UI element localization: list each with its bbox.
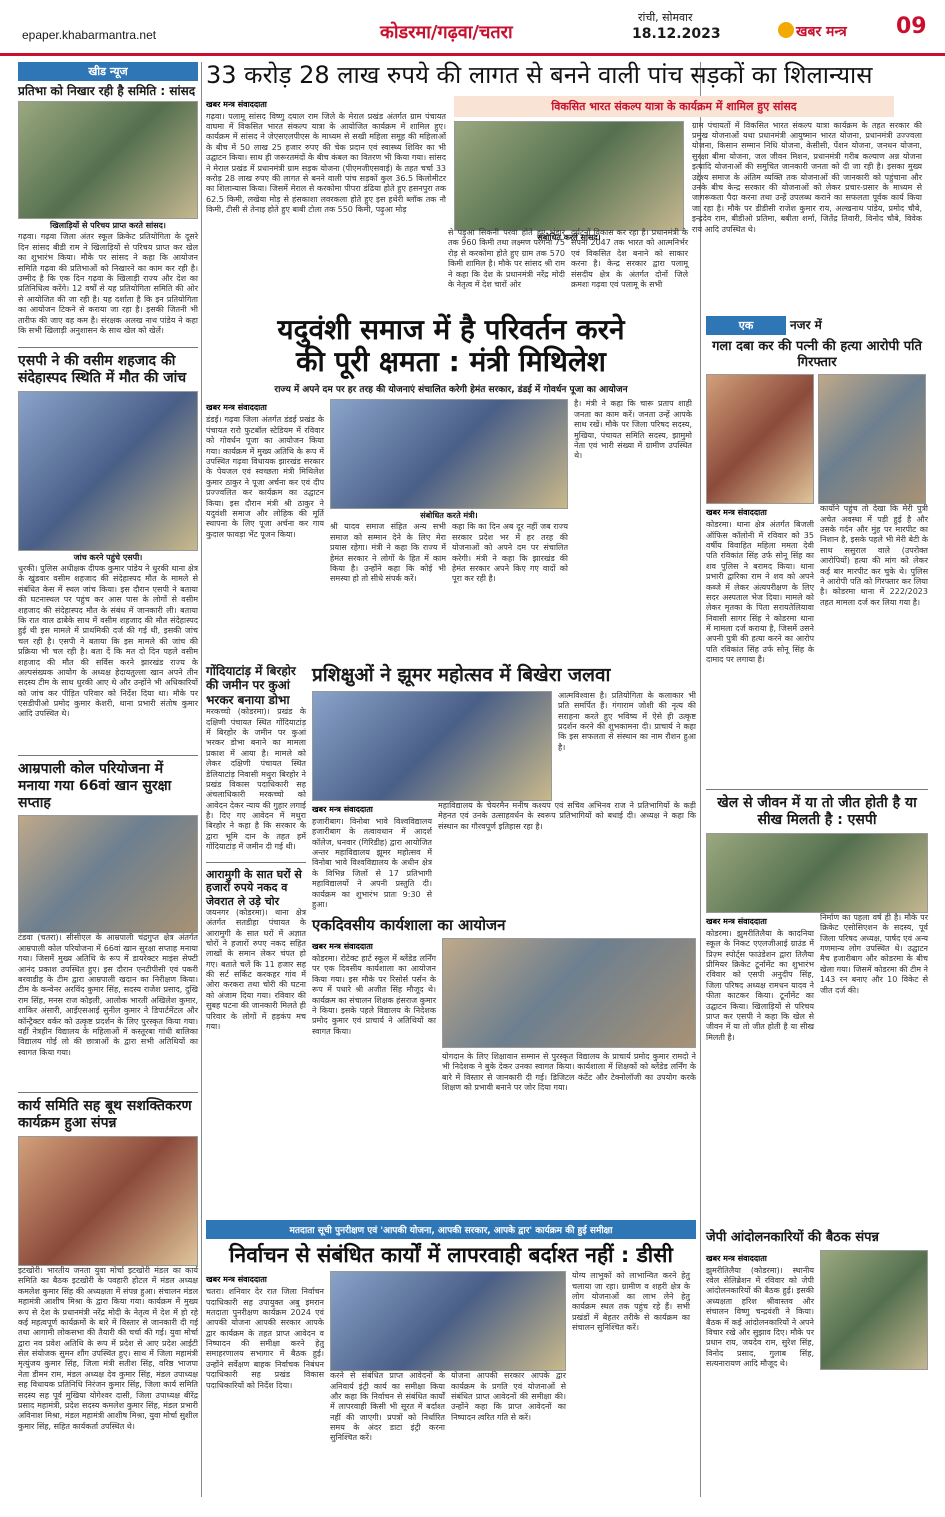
article-body: धुरकी। पुलिस अधीक्षक दीपक कुमार पांडेय ने धुरकी थाना क्षेत्र के खुंडवार वसीम शहजाद की संदेहास्पद मौत के मामले से संबंधित केस में स्थल जांच किया। इस दौरान एसपी ने बताया की घटनास्थल पर पहुंच कर आस पास के लोगों से वसीम शहजाद की संदेहास्पद मौत के संबंध में जानकारी ली। बताया कि रात वाल ढाबेके साथ में वसीम शहजाद की मौत संदेहास्पद हुई थी इस मामले में प्राथमिकी दर्ज की गई थी, इसकी जांच चल रही है। एसपी ने बताया कि इस मामले की जांच की प्रक्रिया भी चल रही है। बता दें कि मत दो दिन पहले वसीम शहजाद की मौत की सर्विस करने झारखंड राज्य के अल्पसंख्यक आयोग के अध्यक्ष हेदायतुल्ला खान अपने तीन सदस्य टीम के साथ धुरकी आए थे और उन्होंने भी अधिकारियों को जांच कर पीड़ित परिवार को निर्देश दिया था। मौके पर एसडीपीओ प्रमोद कुमार केशरी, थाना प्रभारी संतोष कुमार आदि उपस्थित थे। bbox=[18, 563, 198, 719]
divider bbox=[18, 347, 198, 348]
masthead bbox=[0, 0, 945, 56]
article-photo bbox=[18, 1136, 198, 1266]
photo-caption: संबोधित करते सांसद। bbox=[454, 231, 684, 244]
sub-headline: राज्य में अपने दम पर हर तरह की योजनाएं संचालित करेगी हेमंत सरकार, डंडई में गोवर्धन पूजा का आयोजन bbox=[274, 385, 628, 396]
article-body: कायोंने पहुंच तो देखा कि मेरी पुत्री अचेत अवस्था में पड़ी हुई है और उसके गर्दन और मुंह पर मारपीट का निशान है, इसके पहले भी मेरी बेटी के साथ ससुराल वाले (उपरोक्त आरोपियों) हत्या की मांग को लेकर कई बार मारपीट कर चुके थे। पुलिस ने आरोपी पति को गिरफ्तार कर लिया है। कोडरमा थाना में 222/2023 तहत मामला दर्ज कर लिया गया है। bbox=[820, 504, 928, 607]
main-headline-line1[interactable]: यदुवंशी समाज में है परिवर्तन करने bbox=[277, 313, 625, 346]
article-headline[interactable]: एकदिवसीय कार्यशाला का आयोजन bbox=[312, 916, 506, 934]
byline: खबर मन्त्र संवाददाता bbox=[206, 403, 267, 413]
byline: खबर मन्त्र संवाददाता bbox=[706, 1253, 767, 1263]
dateline-place: रांची, सोमवार bbox=[638, 11, 693, 24]
photo-caption: जांच करने पहुंचे एसपी। bbox=[18, 551, 198, 564]
photo-caption: संबोधित करते मंत्री। bbox=[330, 509, 568, 522]
article-body: मरकच्चो (कोडरमा)। प्रखंड के दक्षिणी पंचायत स्थित गोंदियाटांड़ में बिरहोर के जमीन पर कुआं भरकर डोभा बनाने का मामला प्रकाश में आया है। मामले को लेकर दक्षिणी पंचायत स्थित डेलियाटांड़ निवासी मथुरा बिरहोर ने प्रखंड विकास पदाधिकारी सह अंचलाधिकारी मरकच्चो को आवेदन देकर न्याय की गुहार लगाई है। दिए गए आवेदन में मथुरा बिरहोर ने कहा है कि सरकार के द्वारा भूमि दान के तहत हमें गोंदियाटांड़ में जमीन दी गई थी। bbox=[206, 707, 306, 852]
edition-title: कोडरमा/गढ़वा/चतरा bbox=[380, 22, 513, 43]
article-headline[interactable]: प्रशिक्षुओं ने झूमर महोत्सव में बिखेरा जलवा bbox=[312, 664, 611, 686]
article-headline[interactable]: कार्य समिति सह बूथ सशक्तिकरण कार्यक्रम हुआ संपन्न bbox=[18, 1098, 192, 1132]
article-headline[interactable]: आरामुगी के सात घरों से हजारों रुपये नकद व जेवरात ले उड़े चोर bbox=[206, 868, 302, 908]
section-tag: एक bbox=[706, 316, 786, 335]
photo-caption: खिलाड़ियों से परिचय प्राप्त करते सांसद। bbox=[18, 219, 198, 232]
article-body: दुर्घटनों विकास कर रहा है। प्रधानमंत्री के सपना 2047 तक भारत को आत्मनिर्भर एवं विकसित देश बनाने को साकार करना है। केन्द्र सरकार द्वारा पलामू संसदीय क्षेत्र के अंतर्गत दोनों जिले क्रमशः गढ़वा एवं पलामू के सभी bbox=[571, 228, 688, 289]
divider bbox=[18, 755, 198, 756]
divider bbox=[706, 789, 928, 790]
article-headline[interactable]: प्रतिभा को निखार रही है समिति : सांसद bbox=[18, 84, 196, 98]
byline: खबर मन्त्र संवाददाता bbox=[706, 508, 767, 518]
sub-headline: विकसित भारत संकल्प यात्रा के कार्यक्रम में शामिल हुए सांसद bbox=[454, 96, 894, 117]
article-body: कोडरमा। झुमरीतिलैया के कादनिया स्कूल के निकट एएलजीआई ग्राउंड में प्रिज़्म स्पोर्ट्स फाउंडेशन द्वारा तिलैया प्रीमियर क्रिकेट टूर्नामेंट का शुभारंभ रविवार को एसपी अनुदीप सिंह, जिला परिषद अध्यक्ष रामधन यादव ने फीता काटकर किया। टूर्नामेंट का उद्घाटन किया। खिलाड़ियों से परिचय प्राप्त कर एसपी ने कहा कि खेल से जीवन में या तो जीत होती है या सीख मिलती है। bbox=[706, 928, 814, 1042]
top-story-cont bbox=[448, 228, 688, 308]
article-body: इटखोरी। भारतीय जनता युवा मोर्चा इटखोरी मंडल का कार्य समिति का बैठक इटखोरी के पवहारी होटल में मंडल अध्यक्ष कमलेश कुमार सिंह की अध्यक्षता में संपन्न हुआ। संचालन मंडल महामंत्री आशीष मिश्रा के द्वारा किया गया। कार्यक्रम में मुख्य रूप से देश के प्रधानमंत्री नरेंद्र मोदी के नेतृत्व में देश में हो रहे कई महत्वपूर्ण कार्यक्रमों के बारे में विस्तार से जानकारी दी गई तथा आगामी लोकसभा की तैयारी की चर्चा की गई। युवा मोर्चा द्वारा नव प्रवेश अतिथि के रूप में प्रदेश से आए प्रदेश आईटी सेल संयोजक सुमन शौंग उपस्थित हुए। साथ में जिला महामंत्री मृत्युंजय कुमार सिंह, जिला मंत्री सतीश सिंह, वरिष्ठ भाजपा नेता डीमन राम, मंडल अध्यक्ष देव कुमार सिंह, मंडल उपाध्यक्ष सह विधायक प्रतिनिधि निरंजन कुमार सिंह, जिला कार्य समिति सदस्य सह पूर्व मुखिया योगेश्वर दासी, जिला उपाध्यक्ष बीरेंद्र प्रसाद महामंत्री, प्रदेश सदस्य कमलेश कुमार सिंह, मंडल प्रभारी अविनाश मिश्रा, मंडल महामंत्री आशीष मिश्रा, युवा मोर्चा सुशील कुमार सिंह, सहित कार्यकर्ता उपस्थित थे। bbox=[18, 1265, 198, 1431]
article-photo bbox=[706, 374, 814, 504]
workshop-story bbox=[312, 916, 696, 1216]
sub-headline: मतदाता सूची पुनरीक्षण एवं 'आपकी योजना, आपकी सरकार, आपके द्वार' कार्यक्रम की हुई समीक्षा bbox=[206, 1220, 696, 1239]
byline: खबर मन्त्र संवाददाता bbox=[312, 942, 373, 951]
main-headline-line2[interactable]: की पूरी क्षमता : मंत्री मिथिलेश bbox=[296, 345, 606, 379]
brand-name: खबर मन्त्र bbox=[796, 24, 847, 40]
section-tag: खीड न्यूज bbox=[18, 62, 198, 81]
article-body: श्री यादव समाज संहित अन्य सभी समाज को सम्मान देने के लिए मेरा प्रयास रहेगा। मंत्री ने कहा कि राज्य में हेमंत सरकार ने लोगों के हित में काम किया है। उन्होंने कहा कि कोई भी समस्या हो तो सीधे संपर्क करें। bbox=[330, 522, 446, 584]
top-headline[interactable]: 33 करोड़ 28 लाख रुपये की लागत से बनने वाली पांच सड़कों का शिलान्यास bbox=[206, 61, 873, 89]
article-body: योगदान के लिए शिक्षावान सम्मान से पुरस्कृत विद्यालय के प्राचार्य प्रमोद कुमार रामदो ने भी निदेशक ने बुके देकर उनका स्वागत किया। कार्यशाला में शिक्षकों को ब्लेंडेड लर्निंग के बारे में विस्तार से जानकारी दी गई। डिजिटल कंटेंट और टेक्नोलॉजी का उपयोग करके शिक्षण को प्रभावी बनाने पर जोर दिया गया। bbox=[442, 1052, 696, 1093]
article-body: हजारीबाग। विनोबा भावे विश्वविद्यालय हजारीबाग के तत्वावधान में आदर्श कॉलेज, धनवार (गिरिडीह) द्वारा आयोजित अन्तर महाविद्यालय झूमर महोत्सव में विनोबा भावे विश्वविद्यालय के अधीन क्षेत्र के विभिन्न जिलों से 17 प्रतिभागी महाविद्यालयों ने अपनी प्रस्तुति दी। कार्यक्रम का शुभारंभ प्रातः 9:30 से हुआ। bbox=[312, 816, 432, 909]
article-body: आत्मविश्वास है। प्रतियोगिता के कलाकार भी प्रति समर्पित हैं। गंगाराम जोशी की नृत्य की सराहना करते हुए भविष्य में ऐसे ही उत्कृष्ट प्रदर्शन करने की शुभकामना दी। प्राचार्य ने कहा कि इस सफलता से संस्थान का नाम रौशन हुआ है। bbox=[558, 690, 696, 752]
site-url[interactable]: epaper.khabarmantra.net bbox=[22, 28, 157, 42]
article-body: कोडरमा। थाना क्षेत्र अंतर्गत बिजली ऑफिस कॉलोनी में रविवार को 35 वर्षीय विवाहित महिला ममता देवी पति रविकांत सिंह उर्फ सोनू सिंह का शव पुलिस ने बरामद किया। थाना प्रभारी द्वारिका राम ने शव को अपने कब्जे में लेकर अंत्यपरीक्षण के लिए सदर अस्पताल भेज दिया। मामले को लेकर मृतका के पिता सरायतेलियावा निवासी सागर सिंह ने कोडरमा थाना में मामला दर्ज कराया है, जिसमें उसने अपनी पुत्री की हत्या करने का आरोप पति रविकांत सिंह उर्फ सोनू सिंह के दामाद पर लगाया है। bbox=[706, 520, 814, 665]
byline: खबर मन्त्र संवाददाता bbox=[206, 99, 267, 109]
left-column bbox=[18, 62, 198, 1502]
divider bbox=[18, 1092, 198, 1093]
bottom-story bbox=[206, 1220, 696, 1505]
article-photo bbox=[312, 691, 552, 801]
article-body: महाविद्यालय के चेयरमैन मनीष कश्यप एवं सचिव अभिनव राज ने प्रतिभागियों के कड़ी मेहनत एवं उनके उत्साहवर्धन के स्वरूप प्रतिभागियों को बधाई दी। अध्यक्ष ने कहा कि संस्थान का गौरवपूर्ण इतिहास रहा है। bbox=[438, 800, 696, 831]
article-photo bbox=[706, 833, 928, 913]
article-photo bbox=[330, 399, 568, 509]
bottom-headline[interactable]: निर्वाचन से संबंधित कार्यों में लापरवाही बर्दाश्त नहीं : डीसी bbox=[229, 1243, 673, 1267]
article-body: डंडई। गढ़वा जिला अंतर्गत डंडई प्रखंड के पंचायत रारो फुटबॉल स्टेडियम में रविवार को गोवर्धन पूजा का आयोजन किया गया। कार्यक्रम में मुख्य अतिथि के रूप में उपस्थित गढ़वा विधायक झारखंड सरकार के पेयजल एवं स्वच्छता मंत्री मिथिलेश कुमार ठाकुर ने पूजा अर्चना कर एवं दीप प्रज्ज्वलित कर कार्यक्रम का उद्घाटन किया। इस दौरान मंत्री श्री ठाकुर ने यदुवंशी समाज और लोहिक की मूर्ति स्थापना के लिए पूजा अर्चना कर गाय कुदाल फावड़ा भेंट पूजन किया। bbox=[206, 415, 324, 539]
article-body: से पड़ुआ सिकनी परवा होते हुए भंडार तक 960 किमी तथा लक्ष्मण परगना 75 रोड़ से करकोमा होते हुए ग्राम तक 570 किमी शामिल है। मौके पर सांसद श्री राम ने कहा कि देश के प्रधानमंत्री नरेंद्र मोदी के नेतृत्व में देश चारों ओर bbox=[448, 228, 565, 289]
article-body: गढ़वा। गढ़वा जिला अंतर स्कूल क्रिकेट प्रतियोगिता के दूसरे दिन सांसद बीडी राम ने खिलाड़ियों से परिचय प्राप्त कर खेल का शुभारंभ किया। मौके पर सांसद ने कहा कि आयोजन समिति गढ़वा की प्रतिभाओं को निखारने का काम कर रही है। उम्मीद है कि एक दिन गढ़वा के खिलाड़ी राज्य और देश का प्रतिनिधित्व करेंगे। 12 वर्षों से यह प्रतियोगिता समिति की ओर से आयोजित की जा रही है। यह दर्शाता है कि इन प्रतियोगिता का आयोजन टिकने से कराया जा रहा है। इसकी जितनी भी तारीफ की जाए वह कम है। संरक्षक अलख नाथ पांडेय ने कहा कि सभी खिलाड़ी अनुशासन के साथ खेल को खेलें। bbox=[18, 232, 198, 335]
article-photo bbox=[820, 1250, 928, 1370]
article-body: कहा कि का दिन अब दूर नहीं जब राज्य सरकार प्रदेश भर में हर तरह की योजनाओं को अपने दम पर संचालित करेगी। मंत्री ने कहा कि झारखंड की हेमंत सरकार अपने किए गए वादों को पूरा कर रही है। bbox=[452, 522, 568, 584]
article-photo bbox=[454, 121, 684, 231]
article-headline[interactable]: गोंदियाटांड़ में बिरहोर की जमीन पर कुआं भरकर बनाया डोभा bbox=[206, 664, 296, 707]
article-body: कोडरमा। रोटेक्ट हार्ट स्कूल में ब्लेंडेड लर्निंग पर एक दिवसीय कार्यशाला का आयोजन किया गया। इस मौके पर रिसोर्स पर्सन के रूप में पधारे श्री अजीत सिंह मौजूद थे। कार्यक्रम का संचालन शिक्षक हंसराज कुमार ने किया। इसके पहले विद्यालय के निदेशक प्रमोद कुमार एवं प्राचार्य ने अतिथियों का स्वागत किया। bbox=[312, 954, 436, 1036]
mid-story bbox=[206, 314, 696, 659]
article-headline[interactable]: आम्रपाली कोल परियोजना में मनाया गया 66वां खान सुरक्षा सप्ताह bbox=[18, 760, 172, 811]
article-photo bbox=[442, 938, 696, 1048]
column-rule bbox=[201, 62, 202, 1497]
page-number: 09 bbox=[896, 14, 927, 39]
article-headline[interactable]: एसपी ने की वसीम शहजाद की संदेहास्पद स्थिति में मौत की जांच bbox=[18, 353, 187, 387]
article-body: योग्य लाभुकों को लाभान्वित करने हेतु चलाया जा रहा। ग्रामीण व शहरी क्षेत्र के लोग योजनाओं का लाभ लेने हेतु कार्यक्रम स्थल तक पहुंच रहे हैं। सभी प्रखंडों में बेहतर तरीके से कार्यक्रम का संचालन सुनिश्चित करें। bbox=[572, 1271, 690, 1333]
article-body: चतरा। शनिवार देर रात जिला निर्वाचन पदाधिकारी सह उपायुक्त अबु इमरान मतदाता पुनरीक्षण कार्यक्रम 2024 एवं आपकी योजना आपकी सरकार आपके द्वार कार्यक्रम के तहत प्राप्त आवेदन व निष्पादन की समीक्षा करने हेतु समाहरणालय सभागार में बैठक हुई। उन्होंने सर्वेक्षण बाहक निर्वाचक निबंधन पदाधिकारी सह प्रखंड विकास पदाधिकारियों को निर्देश दिया। bbox=[206, 1287, 324, 1390]
article-body: झुमरीतिलैया (कोडरमा)। स्थानीय रवेल सेलिब्रेशन में रविवार को जेपी आंदोलनकारियों की बैठक हुई। इसकी अध्यक्षता हरिश श्रीवास्तव और संचालन विष्णु चन्द्रवंशी ने किया। बैठक में कई आंदोलनकारियों ने अपने विचार रखे और सुझाव दिए। मौके पर प्रधान राय, जयदेव राम, सुरेश सिंह, विनोद प्रसाद, गुलाब सिंह, सत्यनारायण आदि मौजूद थे। bbox=[706, 1265, 814, 1369]
article-photo bbox=[18, 815, 198, 933]
article-body: ग्राम पंचायतों में विकसित भारत संकल्प यात्रा कार्यक्रम के तहत सरकार की प्रमुख योजनाओं यथा प्रधानमंत्री आयुष्मान भारत योजना, प्रधानमंत्री उज्ज्वला योजना, किसान सम्मान निधि योजना, केसीसी, पेंशन योजना, जनधन योजना, सुरक्षा बीमा योजना, जल जीवन मिशन, प्रधानमंत्री गरीब कल्याण अन्न योजना इत्यादि योजनाओं की समुचित जानकारी जनता को दी जा रही है। इसका मुख्य उद्देश्य समाज के अंतिम व्यक्ति तक योजनाओं की जानकारी को पहुंचाना और उनके बीच केन्द्र सरकार की योजनाओं को लेकर प्रचार-प्रसार के माध्यम से जागरूकता पैदा करना तथा उन्हें उपलब्ध कराने का सफलता पूर्वक कार्य किया जा रहा है। मौके पर डीडीसी राजेश कुमार राय, अल्खनाथ पांडेय, प्रमोद चौबे, इन्द्रदेव राम, बीडीओ प्रतिमा, बबीता शर्मा, जितेंद्र तिवारी, विनोद चौबे, विवेक राय आदि उपस्थित थे। bbox=[692, 120, 922, 234]
article-photo bbox=[330, 1271, 566, 1371]
brand-logo-icon bbox=[778, 22, 794, 38]
article-body: जयनगर (कोडरमा)। थाना क्षेत्र अंतर्गत सतडीहा पंचायत के आरामुगी के सात घरों में अज्ञात चोरों ने हजारों रुपए नकद सहित लाखों के समान लेकर चंपत हो गए। बताते चलें कि 11 हजार सह की सर्ट सर्किट करकहर गांव में ओरा करकरा तथा चोरी की घटना को अंजाम दिया गया। रविवार की सुबह घटना की जानकारी मिलते ही परिवार के लोगों में हड़कंप मच गया। bbox=[206, 907, 306, 1032]
article-photo bbox=[18, 101, 198, 219]
article-body: योजना आपकी सरकार आपके द्वार कार्यक्रम के प्रगति एवं योजनाओं से संबंधित प्राप्त आवेदनों की समीक्षा की। उन्होंने कहा कि प्राप्त आवेदनों का निष्पादन त्वरित गति से करें। bbox=[451, 1371, 566, 1422]
divider bbox=[206, 862, 306, 863]
article-body: है। मंत्री ने कहा कि चारू प्रताप शाही जनता का काम करें। जनता उन्हें आपके साथ रखें। मौके पर जिला परिषद सदस्य, मुखिया, पंचायत समिति सदस्य, झामुमो नेता एवं भारी संख्या में ग्रामीण उपस्थित थे। bbox=[574, 399, 692, 461]
dateline-date: 18.12.2023 bbox=[632, 26, 721, 42]
article-headline[interactable]: जेपी आंदोलनकारियों की बैठक संपन्न bbox=[706, 1230, 879, 1245]
article-photo bbox=[818, 374, 926, 504]
article-body: गढ़वा। पलामू सांसद विष्णु दयाल राम जिले के मेराल प्रखंड अंतर्गत ग्राम पंचायत वाघमा में विकसित भारत संकल्प यात्रा के आयोजित कार्यक्रम में शामिल हुए। कार्यक्रम में सांसद ने जेएसएलपीएस के माध्यम से सखी महिला समूह की महिलाओं के बीच में 50 लाख 25 हजार रुपए की चेक प्रदान एवं स्वास्थ्य शिविर का भी उद्घाटन किया। साथ ही जरूरतमंदों के बीच कंबल का वितरण भी किया गया। सांसद ने मेराल प्रखंड में प्रधानमंत्री ग्राम सड़क योजना (पीएमजीएसवाई) के तहत चर्चा 33 करोड़ 28 लाख रुपए की लागत से बनने वाली पांच सड़कों कुल 36.5 किलोमीटर का शिलान्यास किया। जिसमें मेराल से करकोमा पीपरा डंढिया होते हुए हसनपुरा तक 62.5 किमी, लखेया मोड़ से हंसकाशा लवरकला होते हुए इस हथेरी ब्लॉक तक नौ किमी, टीसी से तेनाइ होते हुए बाबी टोला तक 550 किमी, पढ़ुआ मोड़ bbox=[206, 111, 446, 215]
byline: खबर मन्त्र संवाददाता bbox=[312, 804, 373, 814]
article-headline[interactable]: गला दबा कर की पत्नी की हत्या आरोपी पति गिरफ्तार bbox=[712, 339, 922, 370]
article-photo bbox=[18, 391, 198, 551]
article-headline[interactable]: खेल से जीवन में या तो जीत होती है या सीख मिलती है : एसपी bbox=[717, 795, 917, 828]
article-body: करने से संबंधित प्राप्त आवेदनों के अनिवार्य इंट्री कार्य का समीक्षा किया और कहा कि निर्वाचन से संबंधित कार्यों में लापरवाही किसी भी सूरत में बर्दाश्त नहीं की जाएगी। प्रपत्रों को निर्धारित समय के अंदर डाटा इंट्री करना सुनिश्चित करें। bbox=[330, 1371, 445, 1443]
byline: खबर मन्त्र संवाददाता bbox=[206, 1275, 267, 1285]
section-tag-label: नजर में bbox=[790, 318, 822, 333]
article-body: टंडवा (चतरा)। सीसीएल के आम्रपाली चंद्रगुप्त क्षेत्र अंतर्गत आम्रपाली कोल परियोजना में 66वां खान सुरक्षा सप्ताह मनाया गया। जिसमें मुख्य अतिथि के रूप में डायरेक्टर माइंस सेफ्टी आनंद प्रकाश उपस्थित हुए। इस दौरान एनटीपीसी एवं पकरी बरवाडीह के टीम द्वारा आम्रपाली खदान का निरीक्षण किया। टीम के कन्वेनर अरविंद कुमार सिंह, सदस्य राजेश प्रसाद, दुखि राम सिंह, मनस राज कोइली, आलोक भारती अखिलेश कुमार, शाकिर अंसारी, आईएसआई सुनील कुमार ने डिपार्टमेंटल और कॉन्ट्रैक्टर वर्कर को उत्कृष्ट प्रदर्शन के लिए पुरस्कृत किया गया। वहीं नेत्रहीन विद्यालय के महिलाओं में कस्तूरबा गांधी बालिका विद्यालय गोई लो की छात्राओं के द्वारा सभी अतिथियों का स्वागत किया गया। bbox=[18, 933, 198, 1057]
byline: खबर मन्त्र संवाददाता bbox=[706, 916, 767, 926]
bottom-right-story bbox=[706, 1230, 928, 1505]
article-body: निर्माण का पहला वर्ष ही है। मौके पर क्रिकेट एसोसिएशन के सदस्य, पूर्व जिला परिषद अध्यक्ष, पार्षद एवं अन्य गणमान्य लोग उपस्थित थे। उद्घाटन मैच हजारीबाग और कोडरमा के बीच खेला गया। जिसमें कोडरमा की टीम ने 143 रन बनाए और 10 विकेट से जीत दर्ज की। bbox=[820, 912, 928, 995]
